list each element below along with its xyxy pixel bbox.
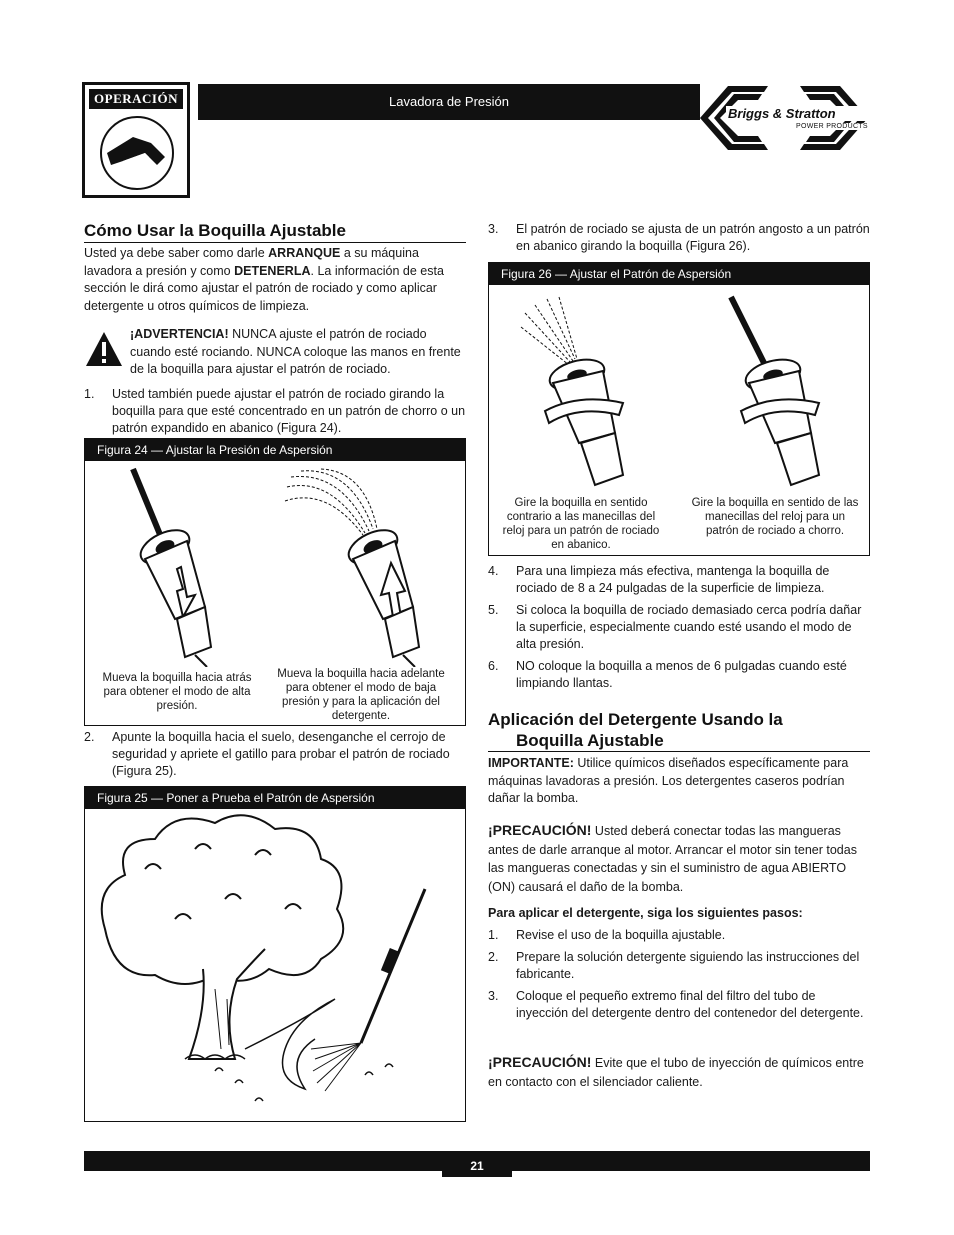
- section-badge: [82, 82, 190, 198]
- figure-26-left-caption: Gire la boquilla en sentido contrario a las manecillas del reloj para un patrón de rociado en abanico.: [502, 497, 660, 551]
- nozzle-stream-pattern-illustration: [715, 293, 855, 493]
- intro-paragraph: Usted ya debe saber como darle ARRANQUE a su máquina lavadora a presión y como DETENERLA. La información de esta sección le dirá como ajustar el patrón de rociado y como aplicar detergente u otros químicos de limpieza.: [84, 246, 444, 313]
- section-heading: Cómo Usar la Boquilla Ajustable: [84, 221, 346, 240]
- figure-24-caption: Figura 24 — Ajustar la Presión de Aspersión: [85, 439, 465, 461]
- figure-24-right-caption: Mueva la boquilla hacia adelante para obtener el modo de baja presión y para la aplicación del detergente.: [277, 668, 445, 722]
- header-title: Lavadora de Presión: [198, 84, 700, 120]
- nozzle-low-pressure-illustration: [281, 467, 451, 667]
- section-badge-title: OPERACIÓN: [89, 89, 183, 109]
- nozzle-fan-pattern-illustration: [519, 293, 659, 493]
- figure-24: [84, 438, 466, 726]
- heading-rule: [488, 751, 870, 752]
- list-item: 2. Prepare la solución detergente siguiendo las instrucciones del fabricante.: [488, 950, 860, 981]
- list-item: 3. El patrón de rociado se ajusta de un patrón angosto a un patrón en abanico girando la boquilla (Figura 26).: [488, 222, 870, 253]
- nozzle-operation-icon: [93, 113, 181, 191]
- warning-paragraph: ¡ADVERTENCIA! NUNCA ajuste el patrón de rociado cuando esté rociando. NUNCA coloque las manos en frente de la boquilla para ajustar el patrón de rociado.: [130, 327, 461, 376]
- figure-25-caption: Figura 25 — Poner a Prueba el Patrón de Aspersión: [85, 787, 465, 809]
- figure-25: [84, 786, 466, 1122]
- figure-26-right-caption: Gire la boquilla en sentido de las manecillas del reloj para un patrón de rociado a chorro.: [691, 497, 859, 537]
- list-item: 2. Apunte la boquilla hacia el suelo, desenganche el cerrojo de seguridad y apriete el gatillo para probar el patrón de rociado (Figura 25).: [84, 730, 450, 778]
- list-item: 4. Para una limpieza más efectiva, mantenga la boquilla de rociado de 8 a 24 pulgadas de la superficie de limpieza.: [488, 564, 830, 595]
- list-item: 1. Revise el uso de la boquilla ajustable.: [488, 928, 726, 942]
- list-item: 5. Si coloca la boquilla de rociado demasiado cerca podría dañar la superficie, especialmente cuando esté usando el modo de alta presión.: [488, 603, 862, 651]
- heading-rule: [84, 242, 466, 243]
- list-item: 6. NO coloque la boquilla a menos de 6 pulgadas cuando esté limpiando llantas.: [488, 659, 847, 690]
- important-paragraph: IMPORTANTE: Utilice químicos diseñados específicamente para máquinas lavadoras a presión. Los detergentes caseros podrían dañar la bomba.: [488, 756, 849, 805]
- section-heading-2: Aplicación del Detergente Usando la Boquilla Ajustable: [488, 710, 783, 750]
- page-number: 21: [442, 1151, 512, 1177]
- brand-subtitle: POWER PRODUCTS: [796, 123, 868, 130]
- steps-heading: Para aplicar el detergente, siga los siguientes pasos:: [488, 906, 803, 920]
- figure-26-caption: Figura 26 — Ajustar el Patrón de Aspersión: [489, 263, 869, 285]
- brand-logo: [698, 80, 870, 156]
- figure-26: [488, 262, 870, 556]
- caution-paragraph: ¡PRECAUCIÓN! Usted deberá conectar todas las mangueras antes de darle arranque al motor. Arrancar el motor sin tener todas las mangueras conectadas y sin el suministro de agua ABIERTO (ON) causará el daño de la bomba.: [488, 822, 857, 894]
- warning-triangle-icon: [84, 330, 124, 368]
- figure-24-left-caption: Mueva la boquilla hacia atrás para obtener el modo de alta presión.: [102, 672, 252, 712]
- brand-name: Briggs & Stratton: [726, 106, 880, 121]
- tree-spray-test-illustration: [85, 809, 465, 1121]
- nozzle-high-pressure-illustration: [115, 467, 255, 667]
- list-item: 1. Usted también puede ajustar el patrón de rociado girando la boquilla para que esté concentrado en un patrón de chorro o un patrón expandido en abanico (Figura 24).: [84, 387, 466, 435]
- caution-paragraph-2: ¡PRECAUCIÓN! Evite que el tubo de inyección de químicos entre en contacto con el silenciador caliente.: [488, 1054, 864, 1089]
- list-item: 3. Coloque el pequeño extremo final del filtro del tubo de inyección del detergente dentro del contenedor del detergente.: [488, 989, 864, 1020]
